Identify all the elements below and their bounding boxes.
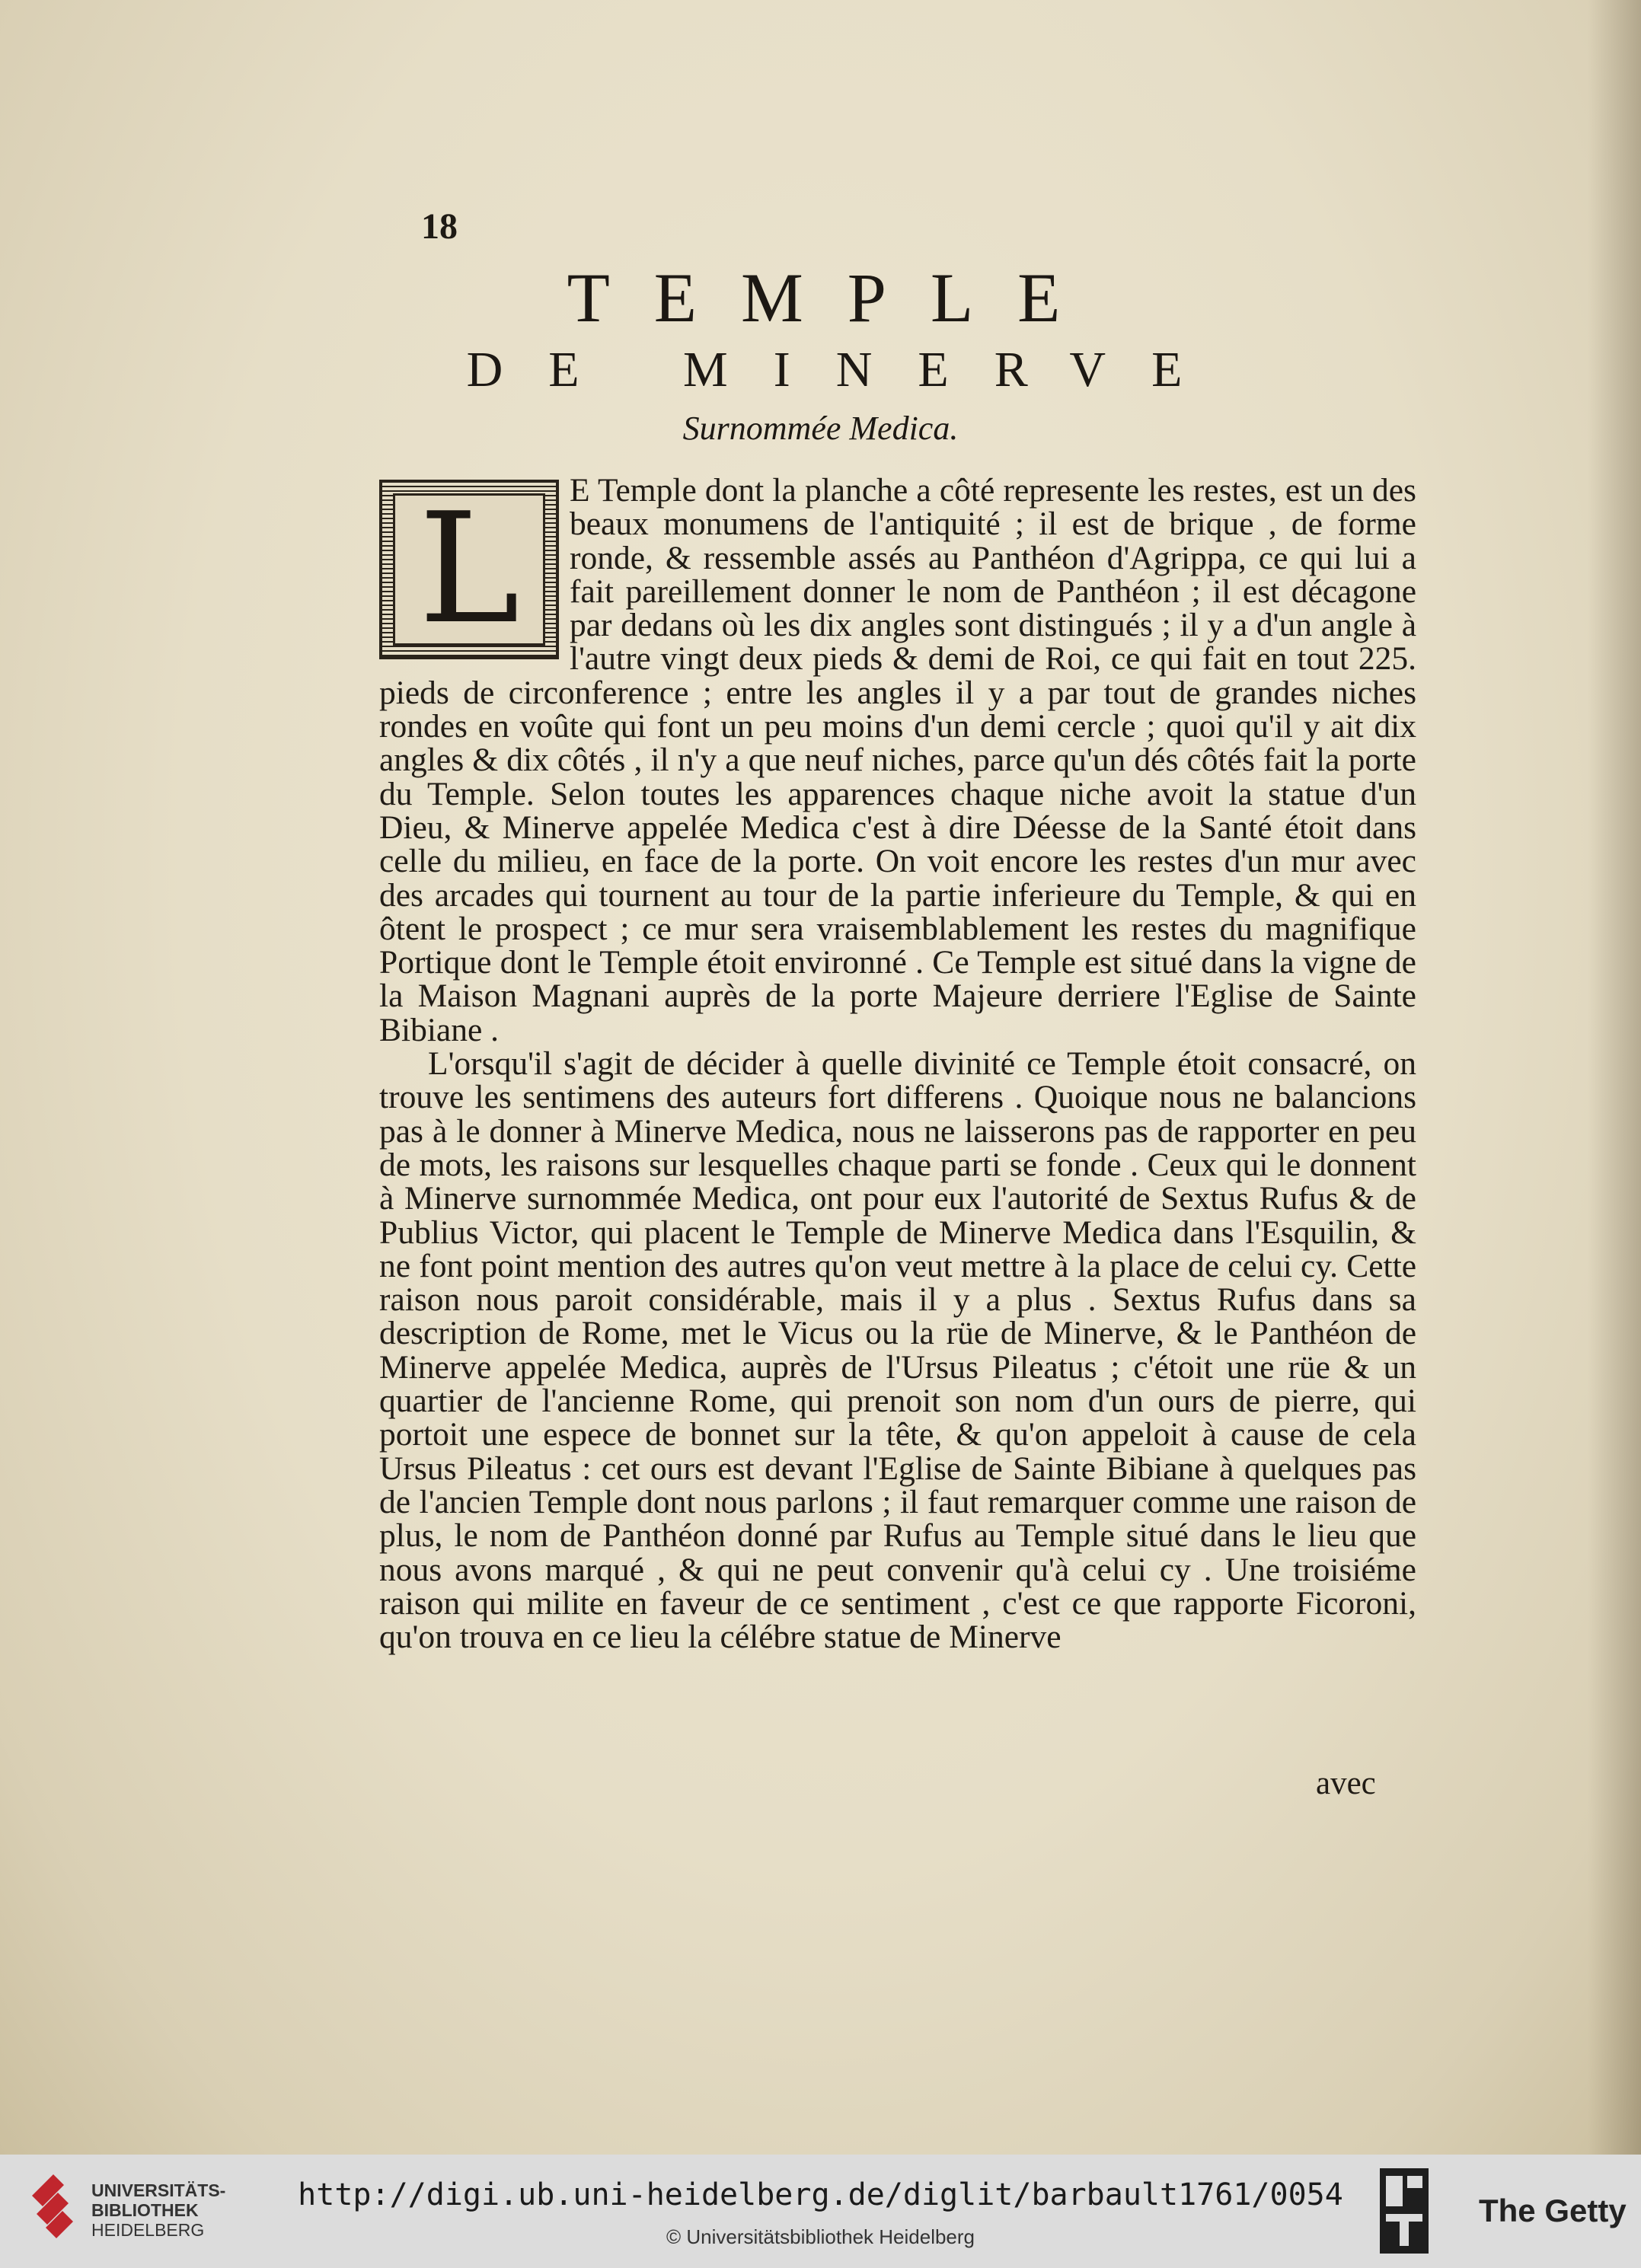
paragraph-1-text: E Temple dont la planche a côté represente les restes, est un des beaux monumens de l'antiquité ; il est de brique , de forme ronde, & ressemble assés au Panthéon d'Agrippa, ce qui lui a fait pareillement donner le nom de Panthéon ; il est décagone par dedans où les dix angles sont distingués ; il y a d'un angle à l'autre vingt deux pieds & demi de Roi, ce qui fait en tout 225. pieds de circonference ; entre les angles il y a par tout de grandes niches rondes en voûte qui font un peu moins d'un demi cercle ; quoi qu'il y ait dix angles & dix côtés , il n'y a que neuf niches, parce qu'un dés côtés fait la porte du Temple. Selon toutes les apparences chaque niche avoit la statue d'un Dieu, & Minerve appelée Medica c'est à dire Déesse de la Santé étoit dans celle du milieu, en face de la porte. On voit encore les restes d'un mur avec des arcades qui tournent au tour de la partie inferieure du Temple, & qui en ôtent le prospect ; ce mur sera vraisemblablement les restes du magnifique Portique dont le Temple étoit environné . Ce Temple est situé dans la vigne de la Maison Magnani auprès de la porte Majeure derriere l'Eglise de Sainte Bibiane .: [379, 472, 1416, 1048]
drop-cap-letter: L: [418, 480, 520, 658]
paragraph-2: L'orsqu'il s'agit de décider à quelle divinité ce Temple étoit consacré, on trouve les sentimens des auteurs fort differens . Quoique nous ne balancions pas à le donner à Minerve Medica, nous ne laisserons pas de rapporter en peu de mots, les raisons sur lesquelles chaque parti se fonde . Ceux qui le donnent à Minerve surnommée Medica, ont pour eux l'autorité de Sextus Rufus & de Publius Victor, qui placent le Temple de Minerve Medica dans l'Esquilin, & ne font point mention des autres qu'on veut mettre à la place de celui cy. Cette raison nous paroit considérable, mais il y a plus . Sextus Rufus dans sa description de Rome, met le Vicus ou la rüe de Minerve, & le Panthéon de Minerve appelée Medica, auprès de l'Ursus Pileatus ; c'étoit une rüe & un quartier de l'ancienne Rome, qui prenoit son nom d'un ours de pierre, qui portoit une espece de bonnet sur la tête, & qu'on appeloit à cause de cela Ursus Pileatus : cet ours est devant l'Eglise de Sainte Bibiane à quelques pas de l'ancien Temple dont nous parlons ; il faut remarquer comme une raison de plus, le nom de Panthéon donné par Rufus au Temple situé dans le lieu que nous avons marqué , & qui ne peut convenir qu'à celui cy . Une troisiéme raison qui milite en faveur de ce sentiment , c'est ce que rapporte Ficoroni, qu'on trouva en ce lieu la célébre statue de Minerve: [379, 1045, 1416, 1656]
title-line-2: DE MINERVE: [466, 342, 1228, 397]
title-line-1: TEMPLE: [567, 259, 1105, 337]
body-text: [379, 474, 1416, 1654]
subtitle: Surnommée Medica.: [682, 410, 959, 447]
ornamental-drop-cap: [379, 480, 559, 659]
catchword: avec: [1316, 1766, 1376, 1801]
paragraph-1: [379, 474, 1416, 1047]
partner-name: The Getty: [1479, 2193, 1627, 2228]
library-name: UNIVERSITÄTS- BIBLIOTHEK HEIDELBERG: [91, 2180, 226, 2240]
page-number: 18: [421, 206, 458, 247]
viewer-footer: [0, 2155, 1641, 2268]
copyright-notice: © Universitätsbibliothek Heidelberg: [666, 2225, 975, 2248]
permalink-url[interactable]: http://digi.ub.uni-heidelberg.de/diglit/barbault1761/0054: [298, 2177, 1343, 2212]
getty-logo-icon: [1380, 2168, 1429, 2254]
